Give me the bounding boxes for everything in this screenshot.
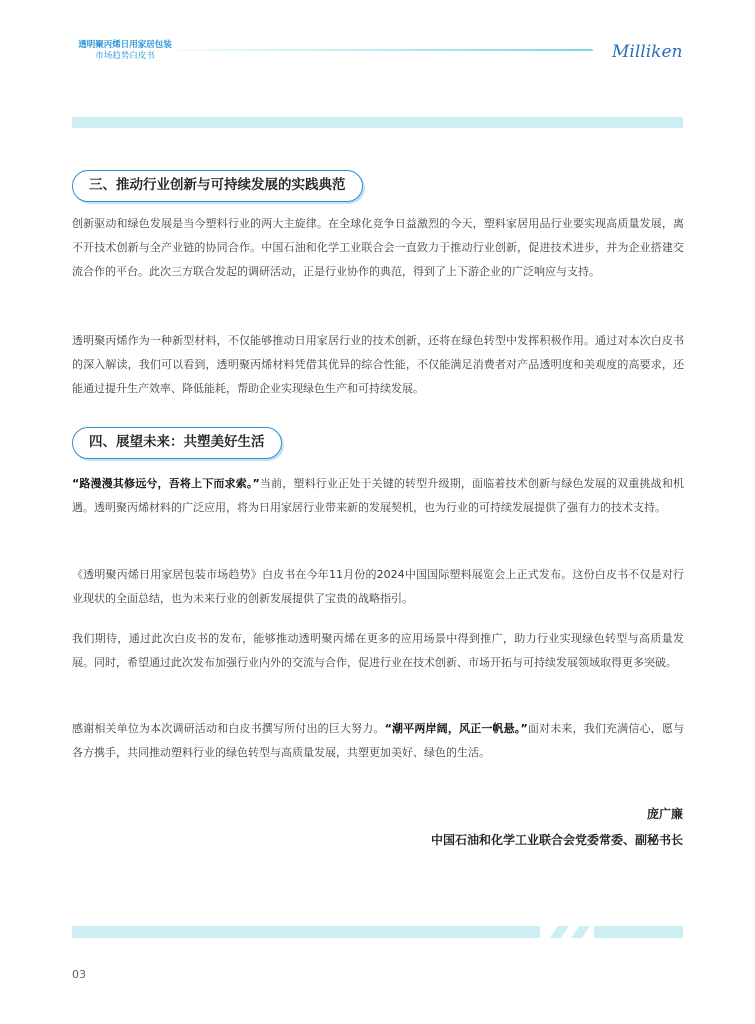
signature-name: 庞广廉 (646, 807, 683, 821)
section-4-paragraph-1: “路漫漫其修远兮，吾将上下而求索。”当前，塑料行业正处于关键的转型升级期，面临着技术创新与绿色发展的双重挑战和机遇。透明聚丙烯材料的广泛应用，将为日用家居行业带来新的发展契机，也为行业的可持续发展提供了强有力的技术支持。 (72, 477, 684, 514)
header-title-line2: 市场趋势白皮书 (95, 51, 155, 61)
signature-title: 中国石油和化学工业联合会党委常委、副秘书长 (430, 833, 683, 847)
svg-text:Milliken: Milliken (612, 42, 683, 62)
section-3-heading: 三、推动行业创新与可持续发展的实践典范 (72, 170, 363, 202)
section-4-paragraph-3: 我们期待，通过此次白皮书的发布，能够推动透明聚丙烯在更多的应用场景中得到推广，助力行业实现绿色转型与高质量发展。同时，希望通过此次发布加强行业内外的交流与合作，促进行业在技术创新、市场开拓与可持续发展领域取得更多突破。 (72, 632, 684, 669)
section-4-heading: 四、展望未来：共塑美好生活 (72, 427, 282, 459)
section-4-paragraph-4: 感谢相关单位为本次调研活动和白皮书撰写所付出的巨大努力。“潮平两岸阔，风正一帆悬。”面对未来，我们充满信心，愿与各方携手，共同推动塑料行业的绿色转型与高质量发展，共塑更加美好、绿色的生活。 (72, 722, 685, 759)
header-title-line1: 透明聚丙烯日用家居包装 (78, 40, 172, 50)
section-4-paragraph-2: 《透明聚丙烯日用家居包装市场趋势》白皮书在今年11月份的2024中国国际塑料展览会上正式发布。这份白皮书不仅是对行业现状的全面总结，也为未来行业的创新发展提供了宝贵的战略指引。 (72, 568, 684, 605)
quote-2: “潮平两岸阔，风正一帆悬。” (384, 722, 528, 735)
header-title (70, 40, 180, 62)
page-number: 03 (72, 968, 86, 981)
header-divider (178, 49, 593, 51)
section-3-paragraph-1: 创新驱动和绿色发展是当今塑料行业的两大主旋律。在全球化竞争日益激烈的今天，塑料家居用品行业要实现高质量发展，离不开技术创新与全产业链的协同合作。中国石油和化学工业联合会一直致力于推动行业创新，促进技术进步，并为企业搭建交流合作的平台。此次三方联合发起的调研活动，正是行业协作的典范，得到了上下游企业的广泛响应与支持。 (72, 217, 684, 278)
quote-1: “路漫漫其修远兮，吾将上下而求索。” (72, 477, 260, 490)
top-band (72, 117, 683, 128)
milliken-logo (608, 35, 688, 65)
bottom-band (72, 926, 683, 938)
section-3-paragraph-2: 透明聚丙烯作为一种新型材料，不仅能够推动日用家居行业的技术创新，还将在绿色转型中发挥积极作用。通过对本次白皮书的深入解读，我们可以看到，透明聚丙烯材料凭借其优异的综合性能，不仅能满足消费者对产品透明度和美观度的高要求，还能通过提升生产效率、降低能耗，帮助企业实现绿色生产和可持续发展。 (72, 334, 684, 395)
